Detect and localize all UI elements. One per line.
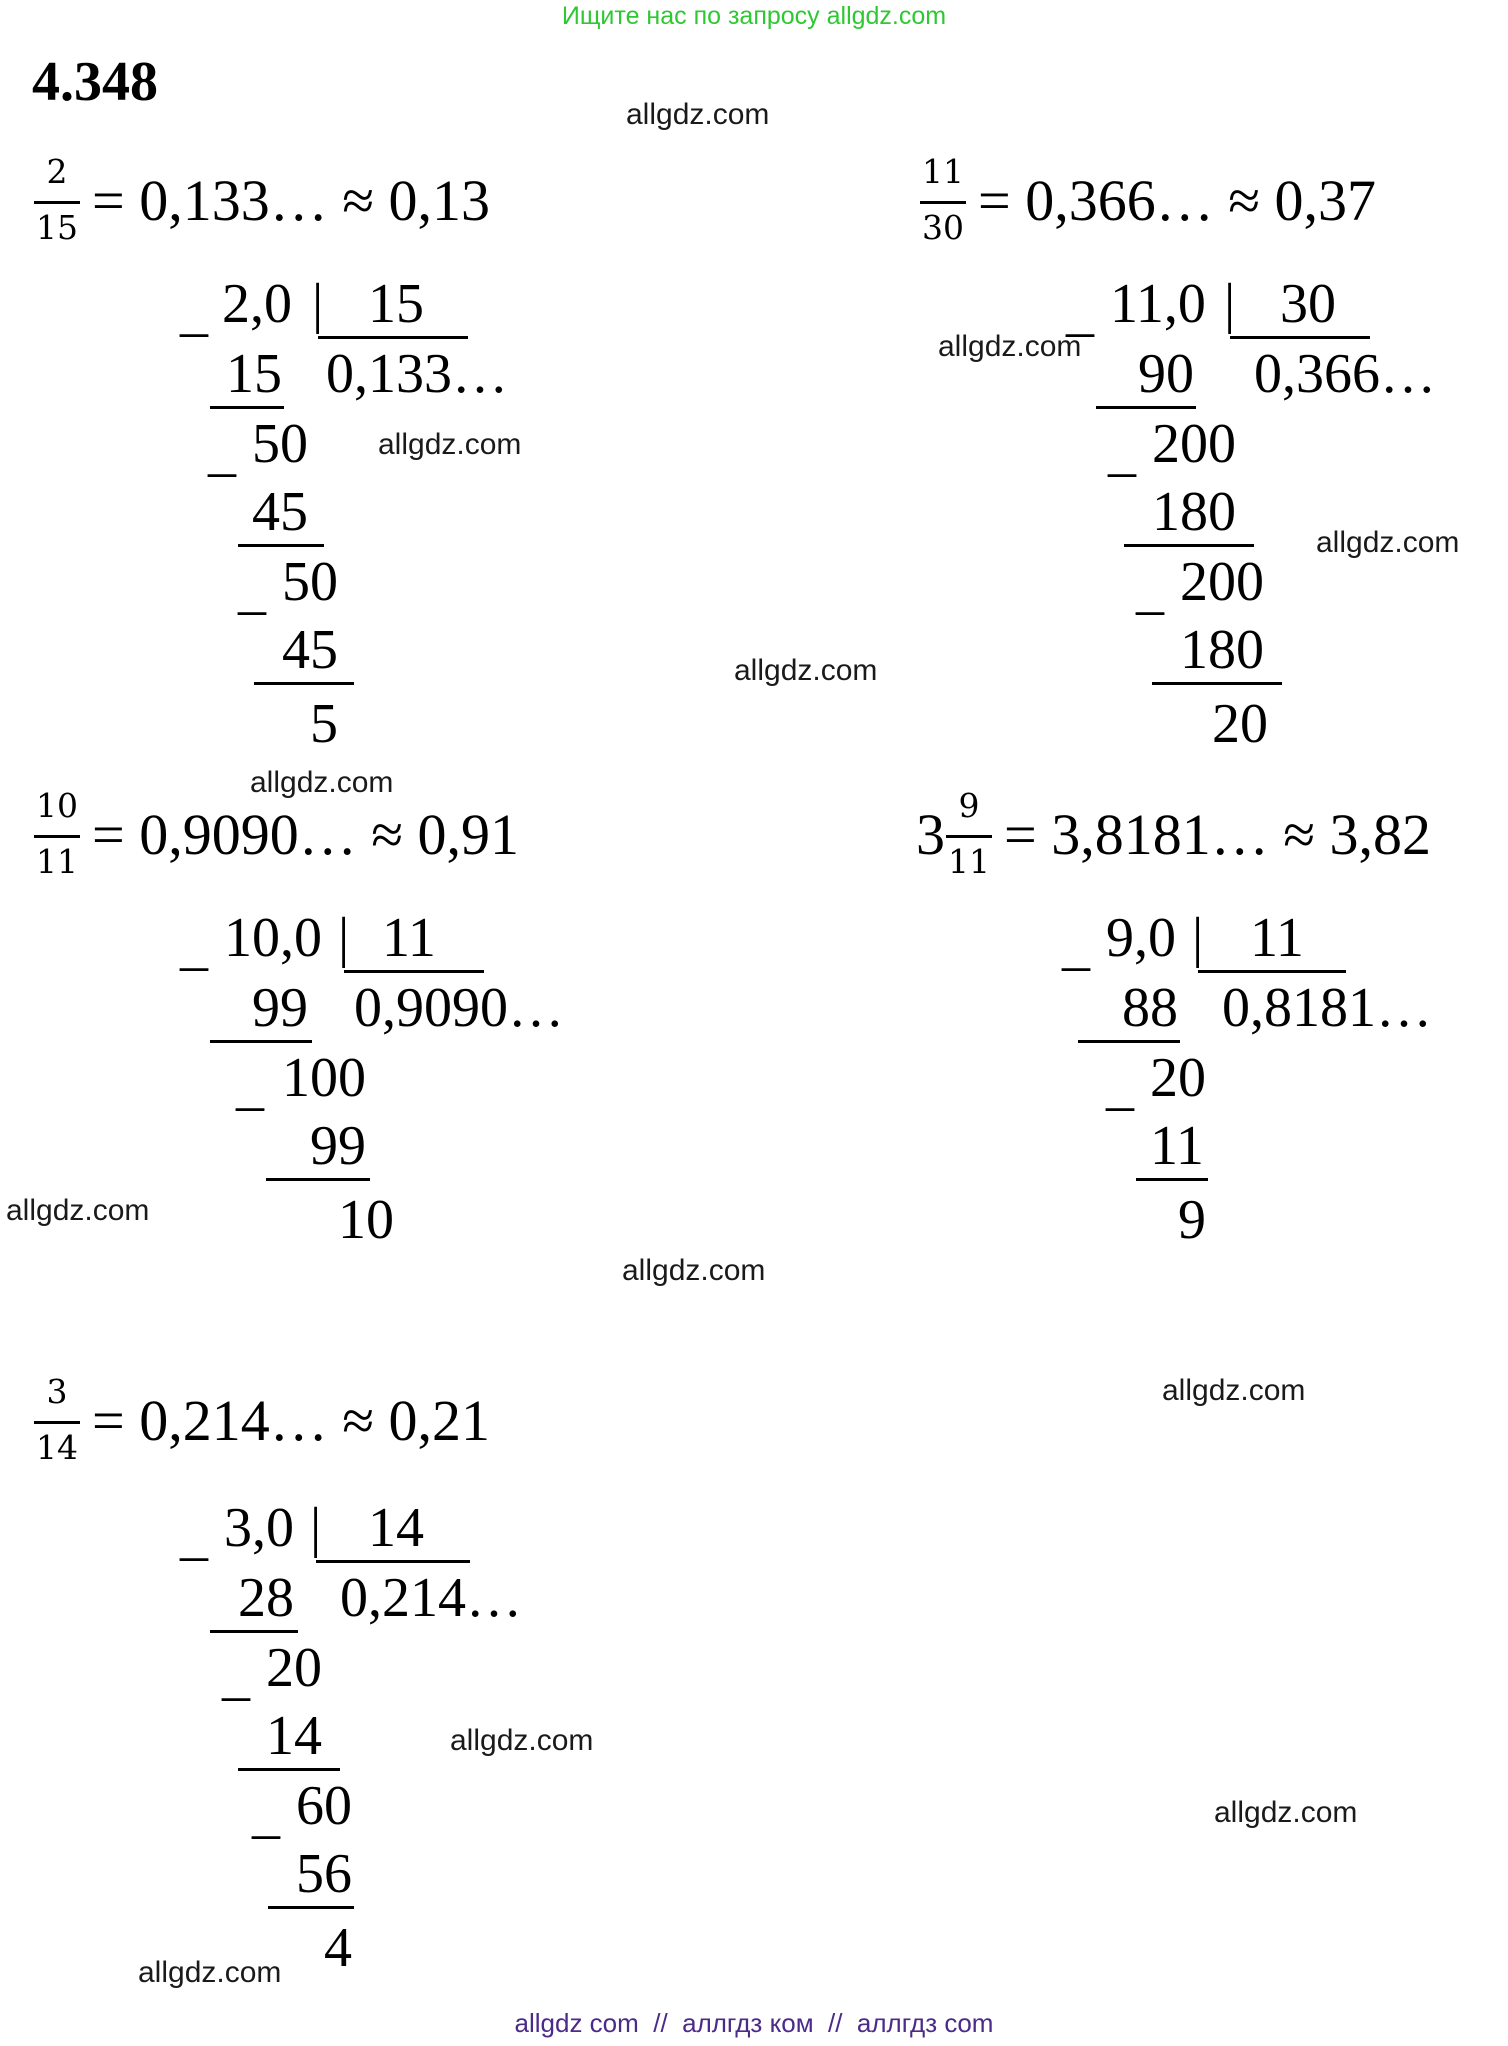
subtrahend: 45	[282, 619, 338, 681]
fraction-bar	[946, 835, 992, 838]
denominator: 11	[948, 842, 990, 881]
final-remainder: 5	[310, 693, 338, 755]
dividend: 9,0	[1106, 907, 1176, 969]
subtrahend: 99	[252, 977, 308, 1039]
quotient: 0,366…	[1254, 343, 1436, 405]
numerator: 3	[46, 1372, 68, 1411]
subtract-line	[1152, 682, 1282, 685]
numerator: 10	[36, 786, 78, 825]
divisor: 14	[368, 1497, 424, 1559]
quotient: 0,9090…	[354, 977, 564, 1039]
numerator: 11	[922, 152, 964, 191]
subtrahend: 180	[1152, 481, 1236, 543]
subtrahend: 15	[226, 343, 282, 405]
footer-links[interactable]: allgdz com // аллгдз ком // аллгдз com	[514, 2008, 994, 2038]
watermark: allgdz.com	[450, 1724, 594, 1757]
dividend: 3,0	[224, 1497, 294, 1559]
denominator: 15	[36, 208, 78, 247]
numerator: 2	[46, 152, 68, 191]
search-banner[interactable]: Ищите нас по запросу allgdz.com	[561, 2, 947, 30]
remainder: 200	[1180, 551, 1264, 613]
subtrahend: 28	[238, 1567, 294, 1629]
minus-sign: _	[1062, 915, 1090, 977]
divisor-separator: |	[1192, 907, 1204, 969]
watermark: allgdz.com	[1214, 1796, 1358, 1829]
minus-sign: _	[180, 1505, 208, 1567]
subtract-line	[210, 406, 284, 409]
dividend: 11,0	[1110, 273, 1206, 335]
subtract-line	[254, 682, 354, 685]
subtract-line	[210, 1040, 312, 1043]
divisor-separator: |	[312, 273, 324, 335]
minus-sign: _	[180, 281, 208, 343]
subtract-line	[238, 1768, 340, 1771]
denominator: 30	[922, 208, 964, 247]
subtract-line	[1136, 1178, 1208, 1181]
equation-result: = 0,214… ≈ 0,21	[92, 1388, 491, 1453]
numerator: 9	[958, 786, 980, 825]
equation-result: = 3,8181… ≈ 3,82	[1004, 802, 1432, 867]
fraction	[32, 148, 82, 256]
minus-sign: _	[1106, 1055, 1134, 1117]
subtrahend: 56	[296, 1843, 352, 1905]
subtrahend: 11	[1150, 1115, 1204, 1177]
minus-sign: _	[1066, 281, 1094, 343]
fraction-bar	[920, 201, 966, 204]
divisor: 30	[1280, 273, 1336, 335]
divisor-separator: |	[310, 1497, 322, 1559]
minus-sign: _	[236, 1055, 264, 1117]
subtract-line	[268, 1906, 354, 1909]
divisor-separator: |	[1224, 273, 1236, 335]
divisor: 11	[1250, 907, 1304, 969]
subtract-line	[1078, 1040, 1180, 1043]
watermark: allgdz.com	[138, 1956, 282, 1989]
equation-result: = 0,9090… ≈ 0,91	[92, 802, 520, 867]
minus-sign: _	[222, 1645, 250, 1707]
remainder: 20	[266, 1637, 322, 1699]
subtrahend: 14	[266, 1705, 322, 1767]
dividend: 10,0	[224, 907, 322, 969]
fraction-bar	[34, 1421, 80, 1424]
watermark: allgdz.com	[378, 428, 522, 461]
dividend: 2,0	[222, 273, 292, 335]
remainder: 50	[252, 413, 308, 475]
final-remainder: 10	[338, 1189, 394, 1251]
subtrahend: 180	[1180, 619, 1264, 681]
subtrahend: 45	[252, 481, 308, 543]
fraction	[918, 148, 968, 256]
fraction	[32, 1368, 82, 1476]
remainder: 50	[282, 551, 338, 613]
minus-sign: _	[1108, 421, 1136, 483]
watermark: allgdz.com	[626, 98, 770, 131]
minus-sign: _	[252, 1783, 280, 1845]
equation-result: = 0,366… ≈ 0,37	[978, 168, 1377, 233]
minus-sign: _	[238, 559, 266, 621]
whole-part: 3	[916, 802, 945, 867]
subtract-line	[238, 544, 324, 547]
fraction-bar	[34, 835, 80, 838]
divisor-separator: |	[338, 907, 350, 969]
minus-sign: _	[180, 915, 208, 977]
final-remainder: 9	[1178, 1189, 1206, 1251]
denominator: 14	[36, 1428, 78, 1467]
denominator: 11	[36, 842, 78, 881]
divisor: 11	[382, 907, 436, 969]
equation-result: = 0,133… ≈ 0,13	[92, 168, 491, 233]
quotient: 0,8181…	[1222, 977, 1432, 1039]
subtrahend: 88	[1122, 977, 1178, 1039]
watermark: allgdz.com	[734, 654, 878, 687]
exercise-number: 4.348	[32, 51, 158, 113]
subtract-line	[266, 1178, 370, 1181]
subtrahend: 99	[310, 1115, 366, 1177]
subtract-line	[1096, 406, 1196, 409]
fraction-bar	[34, 201, 80, 204]
quotient: 0,214…	[340, 1567, 522, 1629]
watermark: allgdz.com	[1316, 526, 1460, 559]
subtrahend: 90	[1138, 343, 1194, 405]
watermark: allgdz.com	[6, 1194, 150, 1227]
minus-sign: _	[1136, 559, 1164, 621]
remainder: 100	[282, 1047, 366, 1109]
divisor: 15	[368, 273, 424, 335]
remainder: 200	[1152, 413, 1236, 475]
watermark: allgdz.com	[250, 766, 394, 799]
fraction	[32, 782, 82, 890]
watermark: allgdz.com	[938, 330, 1082, 363]
remainder: 60	[296, 1775, 352, 1837]
quotient: 0,133…	[326, 343, 508, 405]
final-remainder: 20	[1212, 693, 1268, 755]
fraction	[944, 782, 994, 890]
remainder: 20	[1150, 1047, 1206, 1109]
watermark: allgdz.com	[1162, 1374, 1306, 1407]
final-remainder: 4	[324, 1917, 352, 1979]
watermark: allgdz.com	[622, 1254, 766, 1287]
subtract-line	[210, 1630, 298, 1633]
minus-sign: _	[208, 421, 236, 483]
subtract-line	[1124, 544, 1254, 547]
